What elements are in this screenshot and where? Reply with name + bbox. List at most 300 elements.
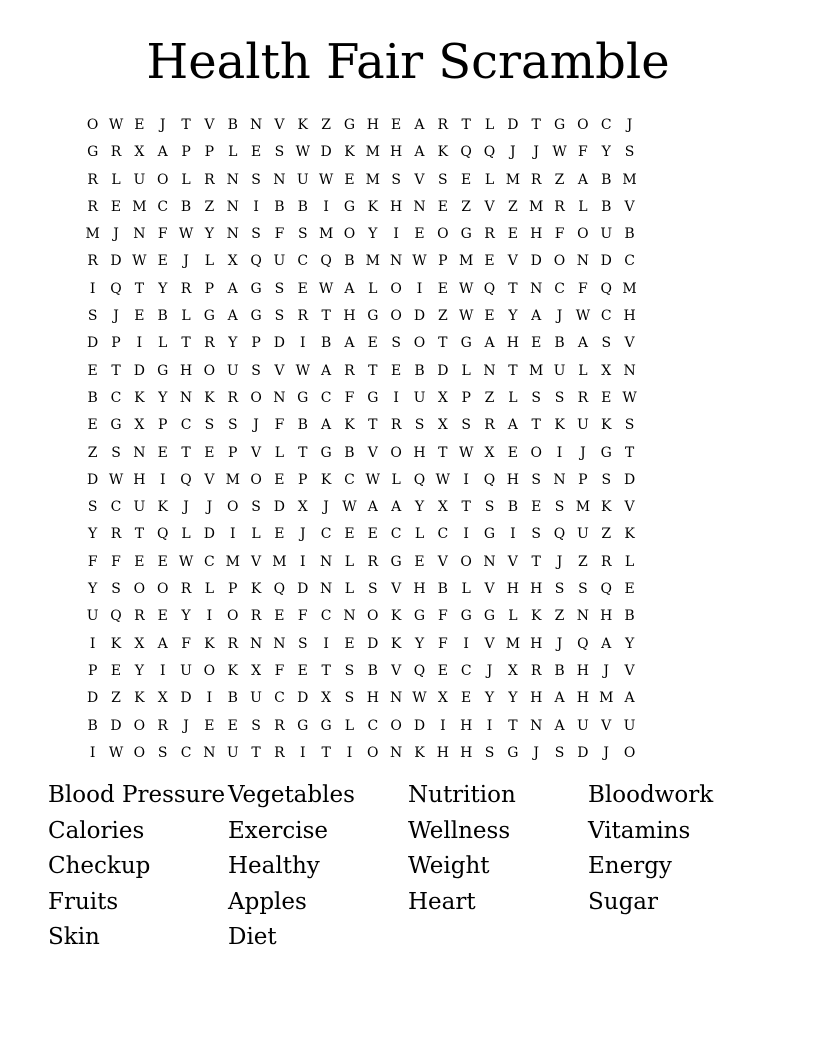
grid-letter: X [507, 662, 518, 679]
grid-letter: W [318, 171, 334, 188]
grid-letter: T [134, 280, 145, 297]
grid-letter: X [157, 690, 168, 707]
grid-letter: E [507, 444, 518, 461]
grid-letter: W [458, 280, 474, 297]
grid-letter: A [554, 717, 565, 734]
word-list-item: Energy [588, 853, 672, 879]
grid-letter: J [626, 117, 633, 133]
grid-letter: Z [578, 553, 588, 570]
grid-letter: D [297, 581, 309, 598]
grid-letter: V [484, 198, 495, 215]
grid-letter: W [622, 389, 637, 406]
grid-letter: V [437, 553, 448, 570]
grid-letter: W [575, 308, 591, 325]
grid-letter: O [250, 389, 262, 406]
grid-letter: S [391, 171, 401, 188]
grid-letter: Y [228, 335, 238, 352]
grid-letter: X [134, 144, 145, 161]
grid-letter: S [624, 417, 635, 434]
grid-letter: D [413, 717, 426, 734]
grid-letter: U [226, 744, 239, 761]
grid-letter: P [204, 280, 215, 297]
grid-letter: H [530, 635, 543, 652]
grid-letter: L [111, 171, 121, 188]
word-list-item: Vitamins [588, 817, 691, 844]
grid-letter: H [366, 690, 379, 707]
grid-letter: N [179, 389, 193, 406]
grid-letter: I [486, 717, 493, 734]
page-title: Health Fair Scramble [146, 34, 670, 90]
grid-letter: B [227, 690, 238, 707]
grid-letter: F [274, 662, 285, 679]
grid-letter: G [87, 144, 99, 161]
grid-letter: E [157, 253, 168, 270]
grid-letter: P [438, 253, 448, 270]
grid-letter: J [113, 226, 119, 243]
grid-letter: W [342, 499, 357, 516]
grid-letter: R [180, 280, 192, 297]
grid-letter: C [600, 117, 612, 133]
grid-letter: M [365, 171, 380, 188]
grid-letter: N [530, 717, 543, 734]
grid-letter: H [390, 198, 403, 215]
grid-letter: A [157, 635, 168, 652]
grid-letter: O [133, 744, 146, 761]
grid-letter: U [86, 608, 99, 625]
grid-letter: D [297, 690, 309, 707]
grid-letter: E [157, 553, 168, 570]
grid-letter: R [250, 608, 262, 625]
grid-letter: D [600, 253, 612, 270]
grid-letter: X [134, 635, 145, 652]
grid-letter: V [624, 198, 635, 215]
grid-letter: Y [414, 635, 425, 652]
grid-letter: S [601, 335, 612, 352]
grid-letter: S [251, 499, 261, 516]
grid-letter: H [530, 690, 543, 707]
grid-letter: I [300, 744, 306, 761]
grid-row [81, 169, 735, 196]
grid-row [81, 196, 735, 223]
grid-letter: E [531, 499, 542, 516]
word-list-item: Sugar [588, 888, 658, 915]
grid-letter: M [505, 635, 521, 652]
grid-letter: R [437, 117, 449, 133]
grid-letter: E [437, 198, 448, 215]
grid-letter: M [459, 253, 474, 270]
grid-letter: A [624, 690, 635, 707]
grid-letter: O [86, 117, 99, 133]
grid-letter: N [343, 608, 356, 625]
grid-letter: F [87, 553, 98, 570]
grid-letter: T [251, 744, 261, 761]
grid-letter: C [600, 308, 612, 325]
grid-letter: F [157, 226, 168, 243]
grid-letter: L [578, 198, 588, 215]
grid-letter: R [87, 171, 98, 188]
grid-letter: G [483, 526, 496, 543]
grid-letter: E [461, 690, 472, 707]
word-list-item: Blood Pressure [48, 782, 226, 808]
grid-letter: I [440, 717, 446, 734]
grid-letter: R [87, 198, 98, 215]
grid-letter: T [181, 335, 191, 352]
grid-letter: X [437, 417, 448, 434]
grid-letter: M [365, 144, 380, 161]
grid-letter: S [531, 389, 541, 406]
grid-letter: Q [483, 144, 496, 161]
grid-letter: N [273, 635, 286, 652]
grid-letter: B [507, 499, 518, 516]
grid-letter: P [251, 335, 261, 352]
grid-letter: S [157, 744, 168, 761]
grid-letter: W [458, 444, 474, 461]
grid-letter: N [413, 198, 426, 215]
grid-letter: A [321, 362, 332, 379]
grid-letter: L [414, 526, 425, 543]
grid-letter: N [273, 171, 286, 188]
grid-letter: T [321, 744, 331, 761]
grid-letter: H [460, 717, 473, 734]
grid-row [81, 250, 735, 277]
grid-letter: Y [414, 499, 425, 516]
grid-letter: A [391, 499, 402, 516]
grid-letter: F [297, 608, 308, 625]
grid-letter: N [319, 581, 333, 598]
grid-letter: H [506, 335, 519, 352]
grid-letter: R [110, 144, 122, 161]
grid-letter: J [299, 526, 306, 543]
grid-letter: O [623, 744, 636, 761]
grid-letter: E [227, 717, 238, 734]
grid-letter: E [250, 144, 262, 161]
grid-letter: H [530, 581, 543, 598]
grid-letter: S [111, 581, 121, 598]
grid-letter: S [111, 444, 121, 461]
grid-letter: N [226, 171, 239, 188]
grid-letter: H [506, 581, 519, 598]
grid-letter: D [577, 744, 589, 761]
grid-letter: E [484, 253, 495, 270]
grid-letter: L [368, 280, 378, 297]
grid-letter: Z [437, 308, 448, 325]
grid-letter: F [181, 635, 191, 652]
grid-letter: X [484, 444, 495, 461]
grid-letter: R [134, 608, 145, 625]
grid-letter: L [484, 171, 495, 188]
grid-letter: E [507, 226, 518, 243]
grid-letter: V [484, 635, 495, 652]
grid-letter: I [323, 198, 329, 215]
grid-letter: O [343, 226, 356, 243]
grid-letter: V [484, 581, 495, 598]
grid-letter: I [463, 526, 469, 543]
grid-letter: P [228, 581, 238, 598]
grid-letter: T [134, 526, 145, 543]
grid-letter: D [273, 335, 286, 352]
word-list-item: Diet [228, 924, 277, 950]
grid-letter: K [134, 690, 145, 707]
grid-letter: K [157, 499, 168, 516]
grid-letter: M [575, 499, 591, 516]
grid-letter: K [344, 144, 355, 161]
grid-letter: E [344, 171, 355, 188]
grid-letter: Q [600, 280, 612, 297]
grid-letter: D [110, 717, 122, 734]
grid-letter: D [203, 526, 215, 543]
grid-letter: P [181, 144, 191, 161]
grid-letter: E [437, 662, 448, 679]
grid-letter: U [296, 171, 309, 188]
grid-letter: S [274, 144, 285, 161]
grid-letter: O [413, 335, 426, 352]
grid-letter: L [274, 444, 285, 461]
grid-letter: B [554, 662, 565, 679]
word-list-item: Skin [48, 924, 100, 950]
grid-letter: N [483, 362, 496, 379]
grid-letter: G [483, 608, 496, 625]
grid-letter: I [206, 608, 213, 625]
grid-letter: U [413, 389, 426, 406]
grid-letter: S [484, 744, 495, 761]
grid-letter: F [437, 608, 448, 625]
grid-letter: I [463, 471, 469, 488]
grid-letter: B [87, 389, 98, 406]
grid-letter: G [297, 717, 309, 734]
grid-letter: Q [460, 144, 472, 161]
grid-letter: K [227, 662, 238, 679]
grid-letter: T [508, 362, 518, 379]
grid-letter: G [413, 608, 426, 625]
grid-letter: B [87, 717, 98, 734]
grid-letter: D [367, 635, 379, 652]
grid-letter: Q [483, 471, 496, 488]
grid-letter: U [133, 499, 146, 516]
grid-letter: G [297, 389, 309, 406]
grid-letter: F [344, 389, 355, 406]
grid-letter: O [226, 608, 239, 625]
grid-row [81, 442, 735, 469]
grid-letter: R [227, 389, 238, 406]
grid-letter: S [251, 362, 261, 379]
grid-letter: H [460, 744, 473, 761]
grid-letter: X [297, 499, 308, 516]
grid-letter: T [531, 553, 541, 570]
grid-letter: N [203, 744, 216, 761]
grid-letter: T [438, 444, 448, 461]
grid-letter: B [624, 226, 635, 243]
grid-letter: V [391, 662, 402, 679]
grid-letter: M [132, 198, 147, 215]
grid-letter: R [180, 581, 192, 598]
grid-letter: B [344, 253, 355, 270]
grid-letter: F [554, 226, 565, 243]
grid-letter: C [437, 526, 449, 543]
grid-row [81, 387, 735, 414]
grid-letter: V [507, 253, 518, 270]
grid-letter: X [601, 362, 612, 379]
grid-row [81, 605, 735, 632]
grid-letter: G [250, 280, 262, 297]
grid-letter: L [228, 144, 238, 161]
grid-letter: F [274, 226, 285, 243]
grid-letter: S [204, 417, 215, 434]
grid-letter: I [89, 280, 96, 297]
grid-letter: S [251, 171, 261, 188]
grid-letter: J [183, 253, 189, 270]
grid-letter: F [274, 417, 285, 434]
grid-letter: W [178, 226, 194, 243]
grid-letter: E [414, 226, 425, 243]
grid-letter: I [323, 635, 329, 652]
grid-letter: Q [577, 635, 589, 652]
grid-letter: A [577, 171, 588, 188]
grid-letter: A [554, 690, 565, 707]
grid-letter: T [508, 717, 518, 734]
grid-letter: O [390, 280, 402, 297]
grid-letter: V [204, 471, 215, 488]
grid-letter: V [601, 717, 612, 734]
grid-letter: P [87, 662, 98, 679]
grid-letter: C [297, 253, 309, 270]
grid-letter: W [365, 471, 380, 488]
grid-letter: Z [554, 608, 565, 625]
grid-letter: B [624, 608, 635, 625]
grid-letter: C [390, 526, 402, 543]
grid-letter: I [510, 526, 516, 543]
grid-letter: E [414, 553, 425, 570]
word-list-item: Bloodwork [588, 782, 714, 808]
grid-letter: S [554, 499, 565, 516]
grid-letter: L [204, 253, 215, 270]
grid-letter: N [390, 690, 403, 707]
grid-letter: L [344, 581, 355, 598]
grid-letter: Y [158, 389, 168, 406]
grid-letter: S [624, 144, 635, 161]
grid-letter: I [393, 226, 399, 243]
grid-letter: E [274, 608, 285, 625]
grid-letter: G [507, 744, 519, 761]
grid-letter: E [297, 662, 308, 679]
grid-letter: Q [180, 471, 192, 488]
grid-letter: W [108, 117, 124, 133]
grid-letter: Y [181, 608, 191, 625]
grid-letter: T [181, 444, 191, 461]
letter-grid [81, 114, 735, 769]
grid-letter: T [438, 335, 448, 352]
grid-letter: I [300, 335, 306, 352]
grid-letter: L [181, 171, 191, 188]
grid-letter: W [295, 362, 310, 379]
grid-row [81, 660, 735, 687]
grid-letter: U [576, 417, 589, 434]
grid-letter: G [320, 444, 332, 461]
grid-letter: G [553, 117, 566, 133]
grid-letter: R [274, 744, 285, 761]
grid-letter: Q [250, 253, 262, 270]
grid-letter: G [343, 117, 356, 133]
grid-letter: W [108, 471, 124, 488]
grid-letter: A [227, 280, 238, 297]
grid-letter: M [622, 280, 637, 297]
grid-letter: B [320, 335, 332, 352]
grid-letter: V [367, 444, 378, 461]
grid-letter: T [461, 117, 471, 133]
grid-letter: A [507, 417, 518, 434]
grid-letter: W [132, 253, 147, 270]
grid-letter: O [390, 444, 402, 461]
grid-letter: J [533, 144, 540, 161]
grid-letter: E [484, 308, 495, 325]
grid-letter: R [484, 417, 495, 434]
grid-letter: S [554, 744, 565, 761]
grid-letter: E [274, 471, 285, 488]
grid-letter: Q [413, 471, 426, 488]
grid-letter: Y [158, 280, 168, 297]
grid-letter: K [250, 581, 262, 598]
grid-letter: X [251, 662, 262, 679]
grid-letter: O [530, 444, 542, 461]
grid-letter: M [622, 171, 637, 188]
grid-letter: O [390, 308, 402, 325]
grid-letter: C [110, 499, 122, 516]
grid-letter: W [295, 144, 310, 161]
grid-letter: S [227, 417, 238, 434]
grid-letter: G [343, 198, 356, 215]
grid-letter: D [273, 499, 286, 516]
grid-letter: B [297, 198, 308, 215]
grid-letter: O [577, 226, 589, 243]
grid-letter: S [461, 417, 471, 434]
grid-letter: T [508, 280, 518, 297]
grid-letter: Q [553, 526, 566, 543]
grid-row [81, 141, 735, 168]
grid-letter: J [159, 117, 166, 133]
grid-letter: K [344, 417, 355, 434]
grid-letter: O [460, 553, 472, 570]
grid-letter: Y [134, 662, 144, 679]
grid-letter: B [297, 417, 308, 434]
grid-letter: A [321, 417, 332, 434]
grid-letter: Z [601, 526, 612, 543]
grid-letter: P [157, 417, 168, 434]
grid-letter: Y [88, 581, 98, 598]
grid-letter: S [531, 471, 541, 488]
grid-letter: W [552, 144, 567, 161]
grid-letter: U [250, 690, 262, 707]
grid-letter: L [344, 717, 355, 734]
grid-letter: Y [88, 526, 98, 543]
grid-letter: S [251, 226, 261, 243]
grid-letter: B [180, 198, 192, 215]
grid-letter: N [390, 253, 403, 270]
grid-letter: C [320, 389, 332, 406]
grid-letter: K [204, 389, 215, 406]
grid-letter: B [601, 171, 612, 188]
grid-letter: S [601, 471, 612, 488]
grid-letter: C [274, 690, 285, 707]
grid-letter: R [157, 717, 168, 734]
grid-letter: N [483, 553, 496, 570]
grid-letter: I [159, 471, 166, 488]
grid-letter: A [227, 308, 238, 325]
grid-letter: K [530, 608, 542, 625]
grid-letter: E [367, 526, 378, 543]
grid-letter: H [133, 471, 146, 488]
grid-letter: O [133, 581, 146, 598]
grid-letter: J [533, 744, 540, 761]
grid-letter: E [344, 635, 355, 652]
